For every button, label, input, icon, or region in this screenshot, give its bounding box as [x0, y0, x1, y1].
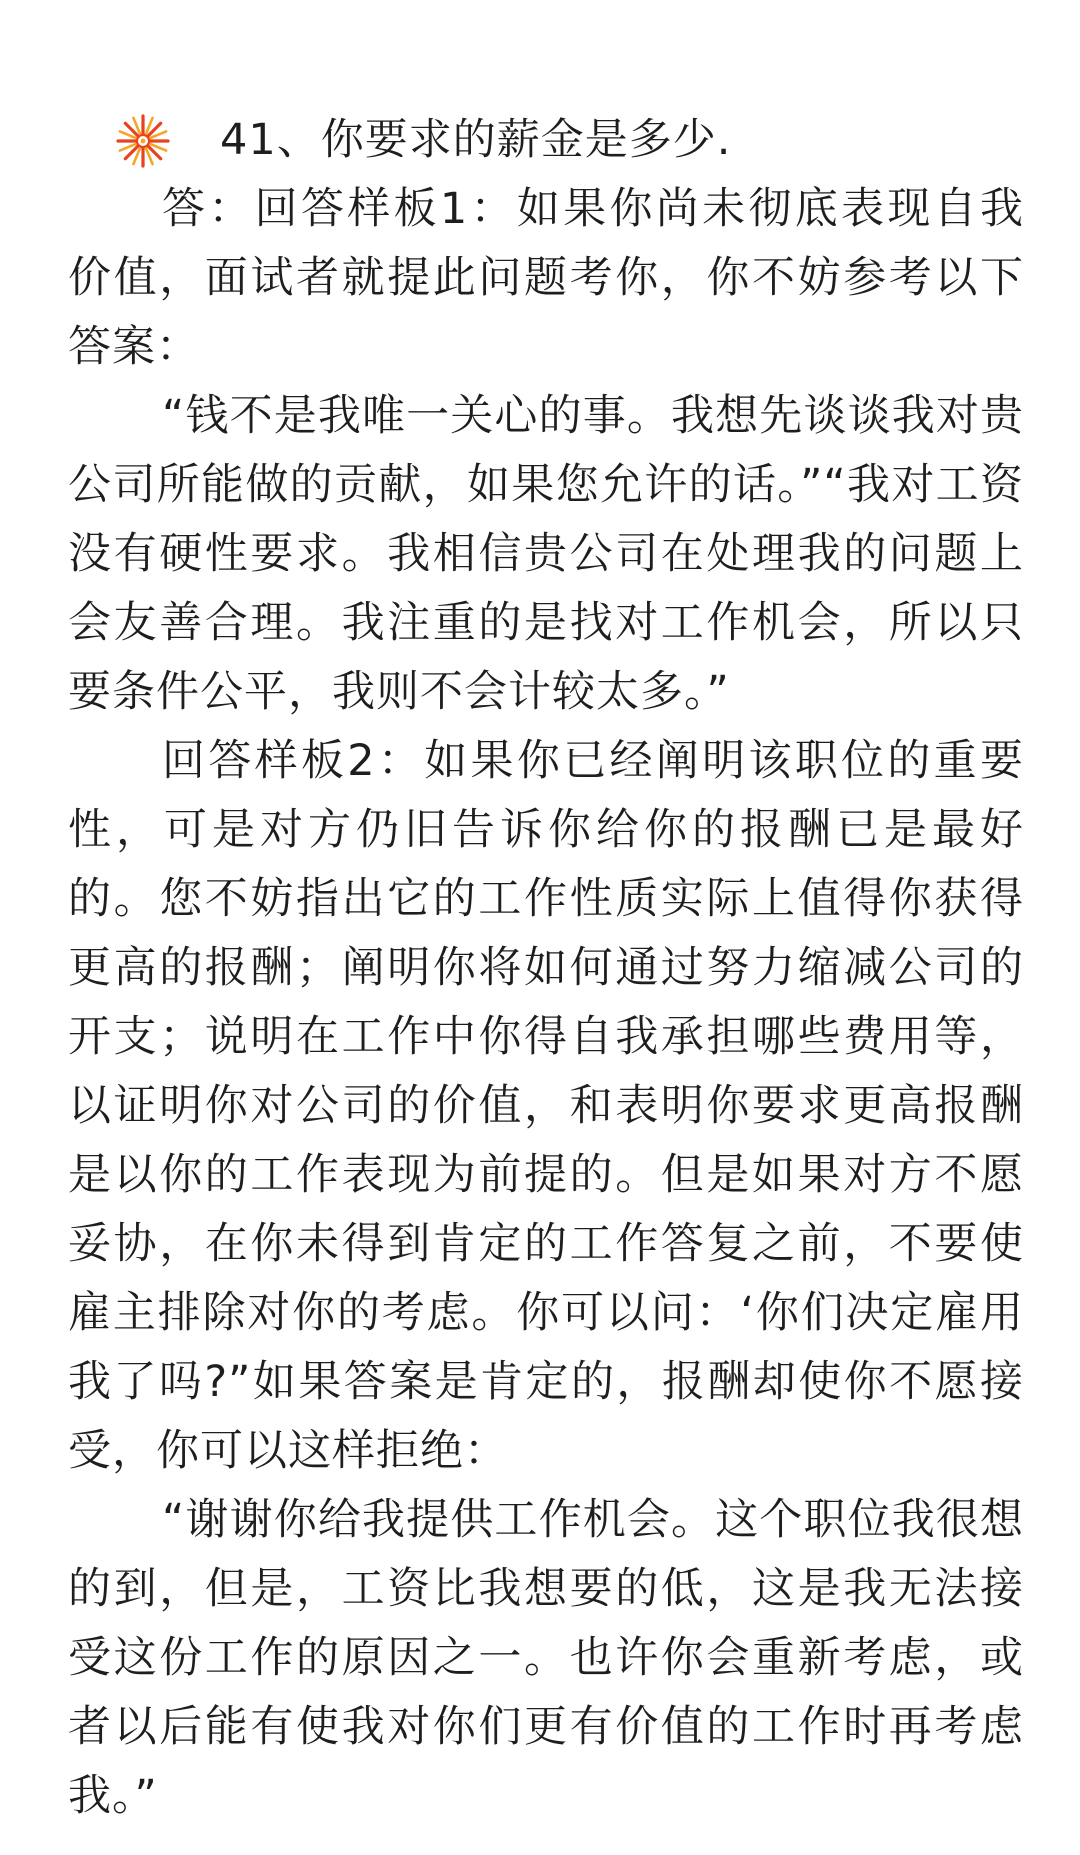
rejection-quote-paragraph: “谢谢你给我提供工作机会。这个职位我很想的到，但是，工资比我想要的低，这是我无法接受这份工作的原因之一。也许你会重新考虑，或者以后能有使我对你们更有价值的工作时再考虑我。”: [68, 1495, 1024, 1821]
sample-quote-paragraph: “钱不是我唯一关心的事。我想先谈谈我对贵公司所能做的贡献，如果您允许的话。”“我对工资没有硬性要求。我相信贵公司在处理我的问题上会友善合理。我注重的是找对工作机会，所以只要条件公平，我则不会计较太多。”: [68, 391, 1024, 717]
question-heading: [68, 106, 1024, 175]
answer-intro-paragraph: 答：回答样板1：如果你尚未彻底表现自我价值，面试者就提此问题考你，你不妨参考以下答案：: [68, 184, 1024, 372]
firework-icon: [114, 112, 172, 170]
sample-two-paragraph: 回答样板2：如果你已经阐明该职位的重要性，可是对方仍旧告诉你给你的报酬已是最好的。您不妨指出它的工作性质实际上值得你获得更高的报酬；阐明你将如何通过努力缩减公司的开支；说明在工作中你得自我承担哪些费用等，以证明你对公司的价值，和表明你要求更高报酬是以你的工作表现为前提的。但是如果对方不愿妥协，在你未得到肯定的工作答复之前，不要使雇主排除对你的考虑。你可以问：‘你们决定雇用我了吗?”如果答案是肯定的，报酬却使你不愿接受，你可以这样拒绝：: [68, 736, 1024, 1476]
question-title: 41、你要求的薪金是多少.: [220, 115, 732, 165]
